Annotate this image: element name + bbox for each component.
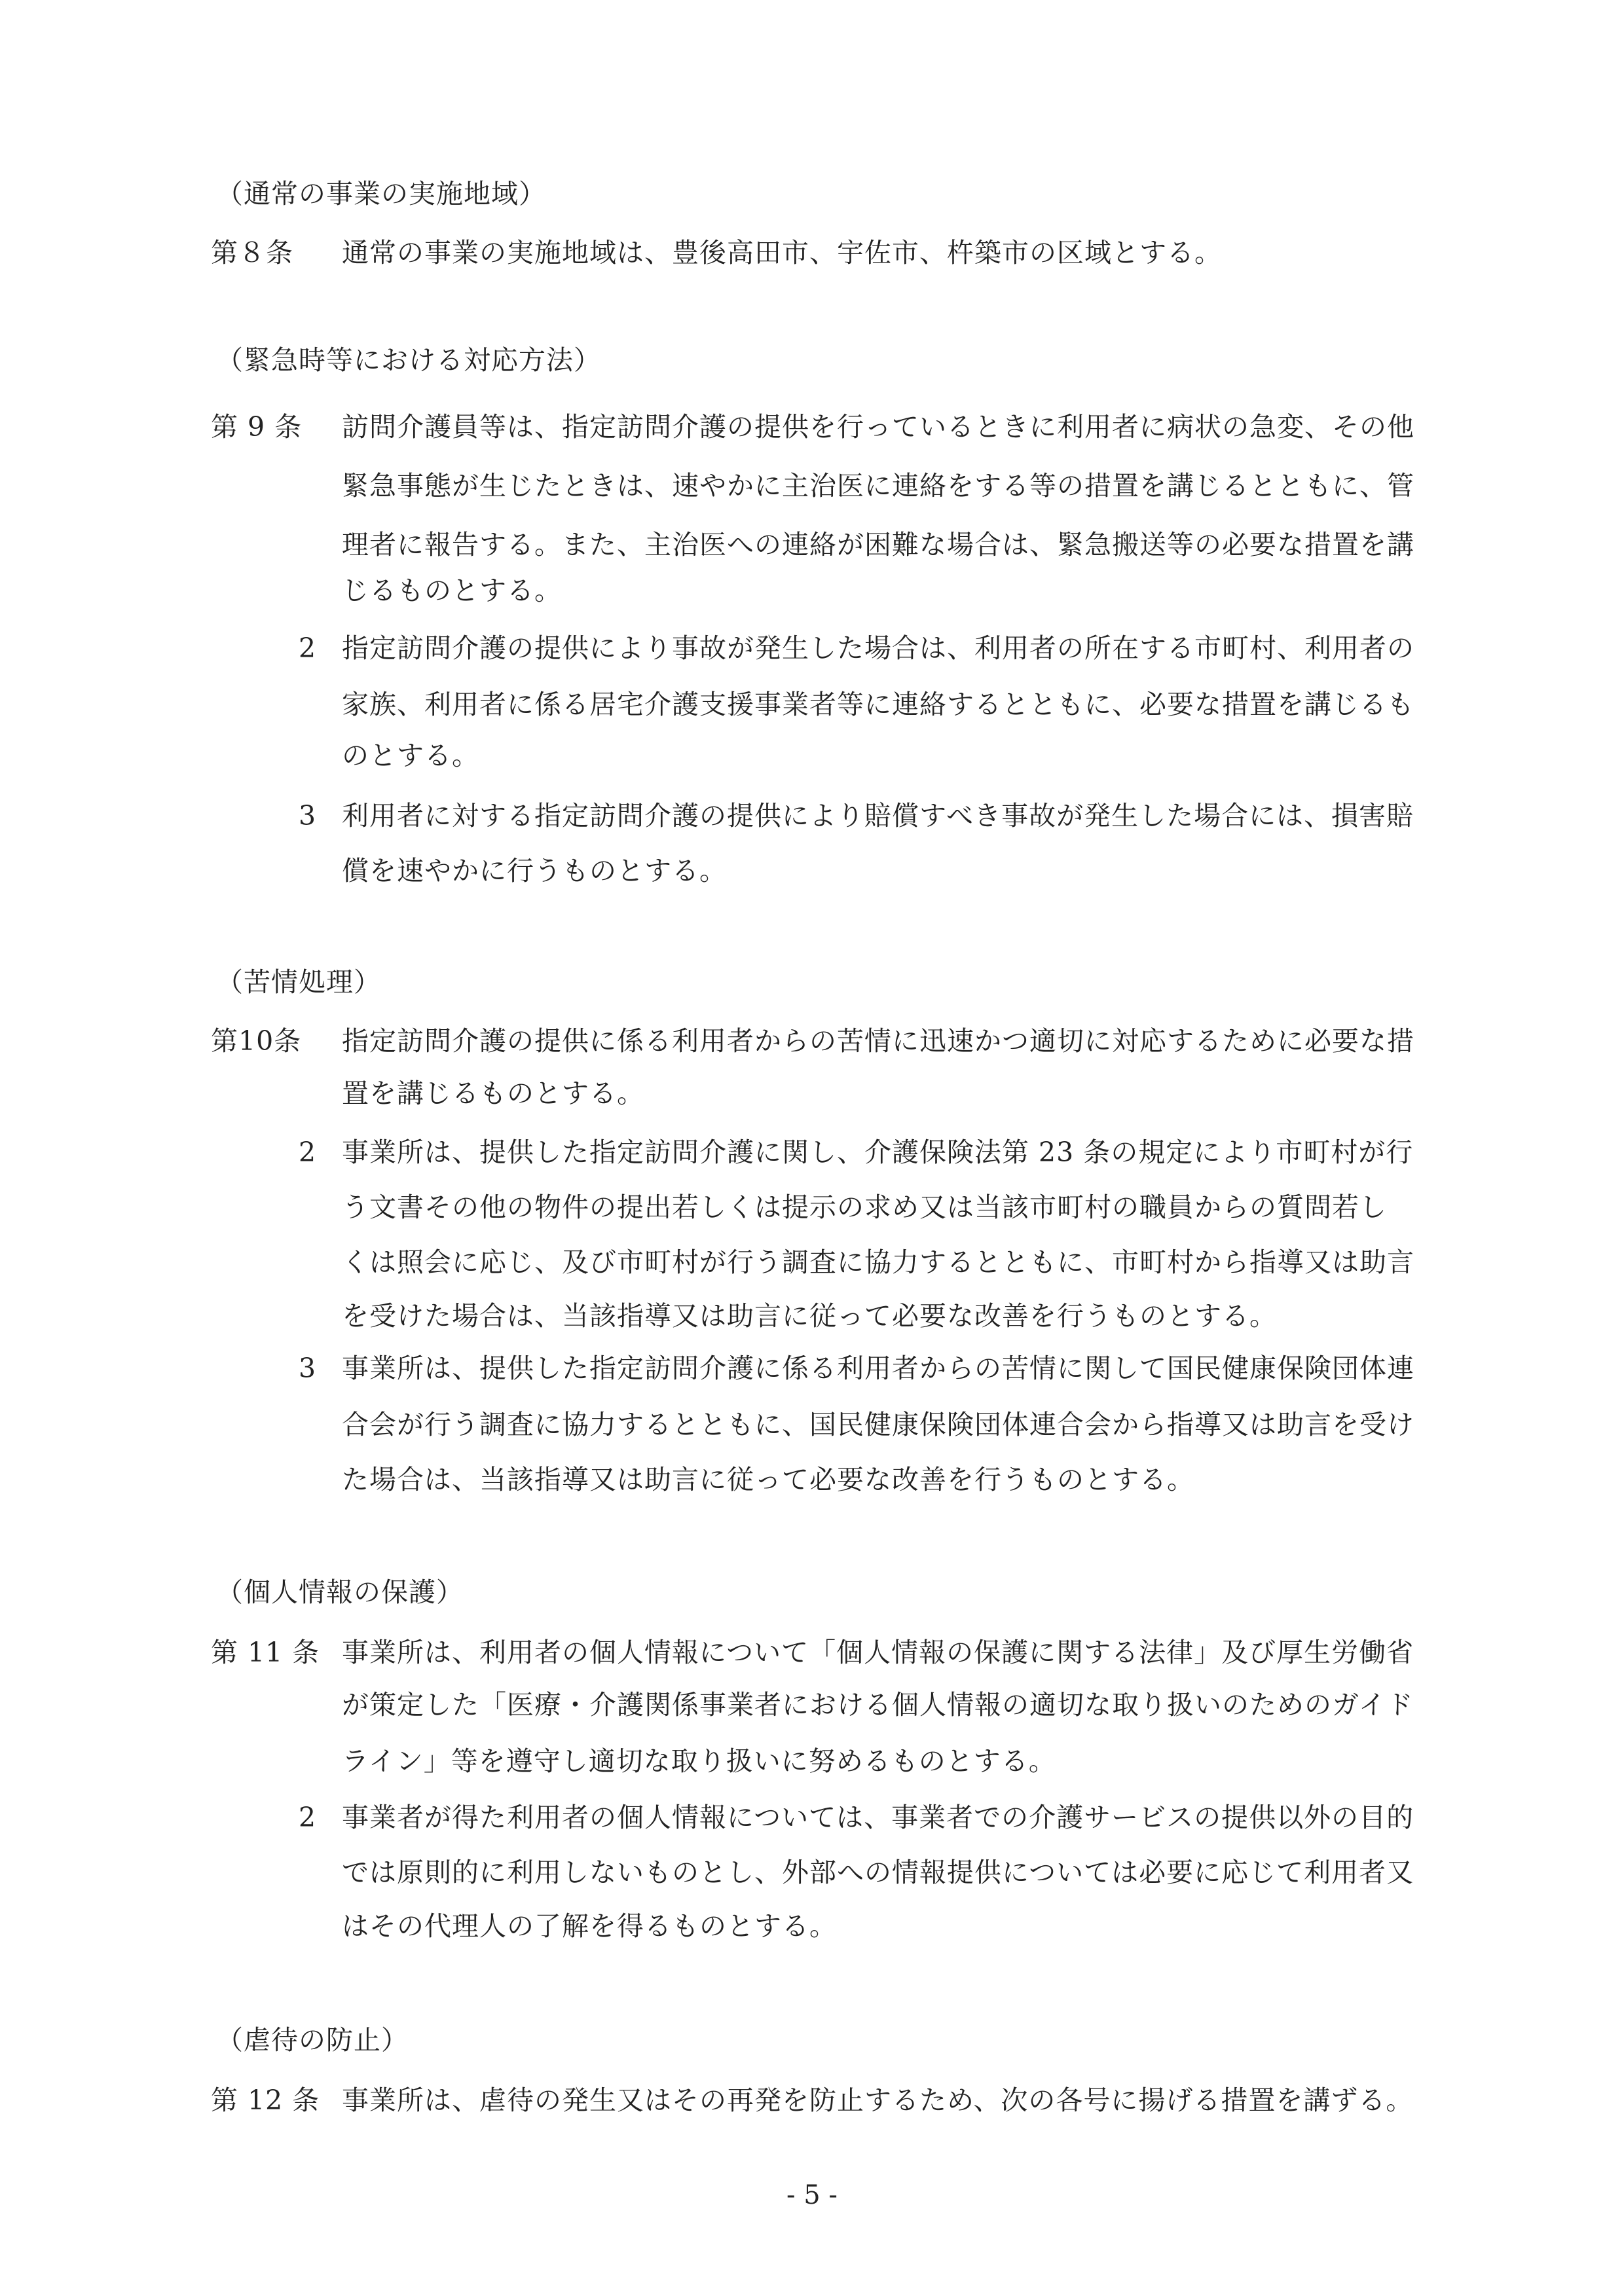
section-heading: （苦情処理） — [216, 966, 381, 998]
article-number: 第 9 条 — [211, 411, 303, 443]
section-heading: （虐待の防止） — [216, 2024, 409, 2056]
paragraph-line: う文書その他の物件の提出若しくは提示の求め又は当該市町村の職員からの質問若し — [342, 1192, 1387, 1223]
paragraph-line: 理者に報告する。また、主治医への連絡が困難な場合は、緊急搬送等の必要な措置を講 — [342, 529, 1414, 560]
paragraph-line: 償を速やかに行うものとする。 — [342, 855, 727, 886]
paragraph-line: ライン」等を遵守し適切な取り扱いに努めるものとする。 — [342, 1745, 1056, 1777]
paragraph-number: 3 — [299, 800, 317, 831]
paragraph-line: では原則的に利用しないものとし、外部への情報提供については必要に応じて利用者又 — [342, 1857, 1414, 1888]
paragraph-line: 利用者に対する指定訪問介護の提供により賠償すべき事故が発生した場合には、損害賠 — [342, 800, 1414, 831]
paragraph-line: を受けた場合は、当該指導又は助言に従って必要な改善を行うものとする。 — [342, 1300, 1277, 1332]
section-heading: （緊急時等における対応方法） — [216, 344, 601, 376]
paragraph-line: くは照会に応じ、及び市町村が行う調査に協力するとともに、市町村から指導又は助言 — [342, 1247, 1414, 1278]
paragraph-line: 合会が行う調査に協力するとともに、国民健康保険団体連合会から指導又は助言を受け — [342, 1409, 1414, 1440]
paragraph-line: 指定訪問介護の提供により事故が発生した場合は、利用者の所在する市町村、利用者の — [342, 632, 1414, 664]
paragraph-line: 緊急事態が生じたときは、速やかに主治医に連絡をする等の措置を講じるとともに、管 — [342, 470, 1414, 501]
paragraph-line: 事業所は、提供した指定訪問介護に関し、介護保険法第 23 条の規定により市町村が行 — [342, 1137, 1414, 1168]
paragraph-number: 3 — [299, 1353, 317, 1384]
paragraph-line: が策定した「医療・介護関係事業者における個人情報の適切な取り扱いのためのガイド — [342, 1689, 1414, 1721]
paragraph-line: 事業所は、虐待の発生又はその再発を防止するため、次の各号に揚げる措置を講ずる。 — [342, 2085, 1414, 2116]
paragraph-number: 2 — [299, 1802, 317, 1833]
paragraph-line: 事業所は、提供した指定訪問介護に係る利用者からの苦情に関して国民健康保険団体連 — [342, 1353, 1414, 1384]
paragraph-line: 訪問介護員等は、指定訪問介護の提供を行っているときに利用者に病状の急変、その他 — [342, 411, 1414, 443]
paragraph-line: た場合は、当該指導又は助言に従って必要な改善を行うものとする。 — [342, 1464, 1194, 1495]
paragraph-line: はその代理人の了解を得るものとする。 — [342, 1910, 837, 1942]
paragraph-line: 家族、利用者に係る居宅介護支援事業者等に連絡するとともに、必要な措置を講じるも — [342, 689, 1414, 720]
section-heading: （通常の事業の実施地域） — [216, 178, 546, 210]
paragraph-number: 2 — [299, 632, 317, 664]
paragraph-number: 2 — [299, 1137, 317, 1168]
page-number: - 5 - — [786, 2180, 838, 2210]
paragraph-line: 通常の事業の実施地域は、豊後高田市、宇佐市、杵築市の区域とする。 — [342, 237, 1222, 268]
article-number: 第 11 条 — [211, 1637, 320, 1668]
paragraph-line: 事業者が得た利用者の個人情報については、事業者での介護サービスの提供以外の目的 — [342, 1802, 1414, 1833]
article-number: 第10条 — [211, 1025, 302, 1057]
paragraph-line: 置を講じるものとする。 — [342, 1078, 644, 1109]
paragraph-line: 事業所は、利用者の個人情報について「個人情報の保護に関する法律」及び厚生労働省 — [342, 1637, 1414, 1668]
paragraph-line: 指定訪問介護の提供に係る利用者からの苦情に迅速かつ適切に対応するために必要な措 — [342, 1025, 1414, 1057]
article-number: 第８条 — [211, 237, 293, 268]
section-heading: （個人情報の保護） — [216, 1576, 464, 1608]
paragraph-line: じるものとする。 — [342, 575, 562, 606]
paragraph-line: のとする。 — [342, 740, 479, 771]
article-number: 第 12 条 — [211, 2085, 320, 2116]
